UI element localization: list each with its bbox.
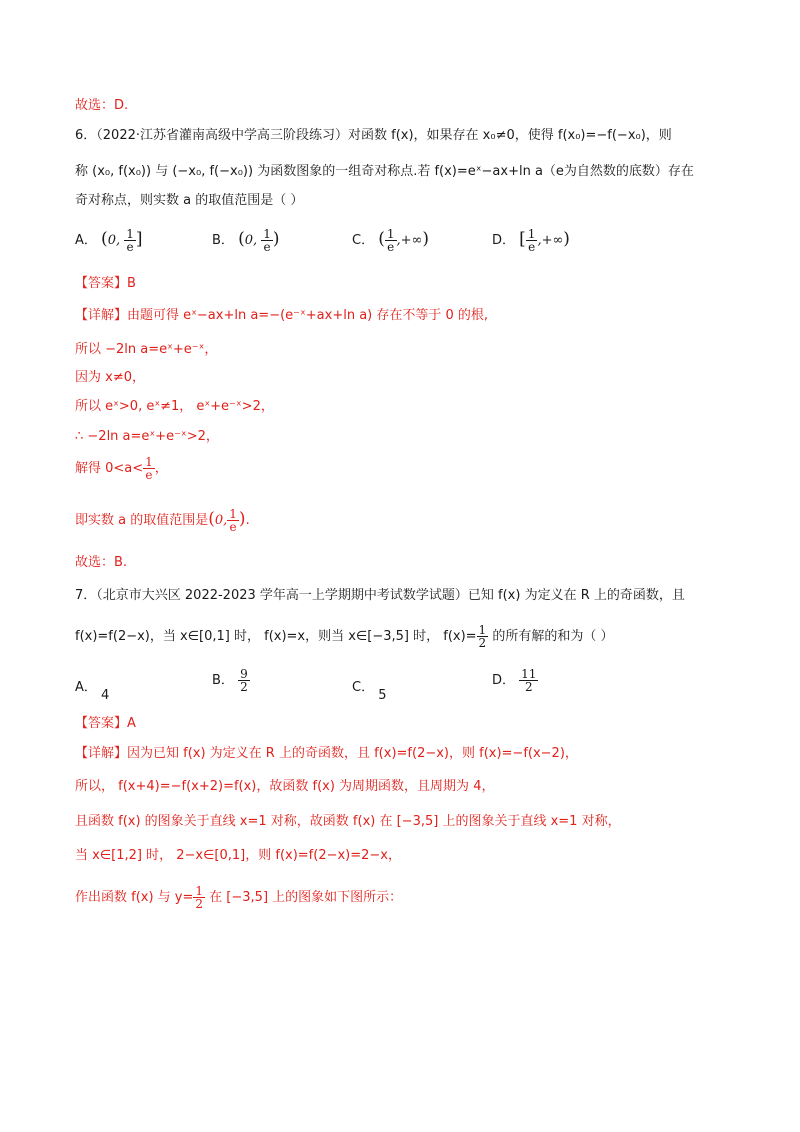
q5-choice: 故选：D. [75, 98, 129, 113]
q6-detail-2: 所以 −2ln a=eˣ+e⁻ˣ， [75, 342, 218, 357]
q7-detail-2: 所以， f(x+4)=−f(x+2)=f(x)，故函数 f(x) 为周期函数，且周期为 4， [75, 779, 495, 794]
q7-option-c: C． 5 [352, 680, 387, 703]
q6-answer: 【答案】B [75, 276, 136, 291]
q6-option-a: A． (0, $\frac{1}{e}$ ] [75, 227, 143, 254]
q6-option-b: B． (0, $\frac{1}{e}$ ) [212, 227, 280, 254]
q6-stem-line-2: 称 (x₀, f(x₀)) 与 (−x₀, f(−x₀)) 为函数图象的一组奇对称点.若 f(x)=eˣ−ax+ln a（e为自然数的底数）存在 [75, 164, 694, 179]
q7-detail-1: 【详解】因为已知 f(x) 为定义在 R 上的奇函数，且 f(x)=f(2−x)，则 f(x)=−f(x−2)， [75, 746, 578, 761]
q7-option-a: A． 4 [75, 680, 110, 703]
q6-detail-6: 解得 0<a< $\frac{1}{e}$ ， [75, 455, 168, 482]
q7-answer: 【答案】A [75, 716, 136, 731]
q7-option-b: B． $\frac{9}{2}$ [212, 667, 248, 694]
q6-option-d: D． [ $\frac{1}{e}$ ,+∞) [492, 227, 570, 254]
q6-detail-7: 即实数 a 的取值范围是(0, $\frac{1}{e}$ ). [75, 507, 250, 534]
q6-stem-line-1: 6．（2022·江苏省灌南高级中学高三阶段练习）对函数 f(x)，如果存在 x₀≠0，使得 f(x₀)=−f(−x₀)，则 [75, 128, 672, 143]
q7-detail-4: 当 x∈[1,2] 时， 2−x∈[0,1]，则 f(x)=f(2−x)=2−x， [75, 848, 401, 863]
q7-detail-5: 作出函数 f(x) 与 y= $\frac{1}{2}$ 在 [−3,5] 上的图象如下图所示： [75, 884, 403, 911]
q6-detail-3: 因为 x≠0， [75, 370, 145, 385]
q6-stem-line-3: 奇对称点，则实数 a 的取值范围是（ ） [75, 193, 304, 208]
q7-option-d: D． $\frac{11}{2}$ [492, 667, 537, 694]
q7-detail-3: 且函数 f(x) 的图象关于直线 x=1 对称，故函数 f(x) 在 [−3,5] 上的图象关于直线 x=1 对称， [75, 814, 621, 829]
q7-stem-line-2: f(x)=f(2−x)，当 x∈[0,1] 时， f(x)=x，则当 x∈[−3,5] 时， f(x)= $\frac{1}{2}$ 的所有解的和为（ ） [75, 623, 614, 650]
q6-option-c: C． ( $\frac{1}{e}$ ,+∞) [352, 227, 429, 254]
q6-detail-5: ∴ −2ln a=eˣ+e⁻ˣ>2， [75, 429, 219, 444]
q6-detail-4: 所以 eˣ>0, eˣ≠1， eˣ+e⁻ˣ>2， [75, 399, 274, 414]
q6-detail-1: 【详解】由题可得 eˣ−ax+ln a=−(e⁻ˣ+ax+ln a) 存在不等于 0 的根, [75, 308, 489, 323]
q6-choice: 故选：B. [75, 555, 128, 570]
q7-stem-line-1: 7．（北京市大兴区 2022-2023 学年高一上学期期中考试数学试题）已知 f(x) 为定义在 R 上的奇函数，且 [75, 588, 685, 603]
